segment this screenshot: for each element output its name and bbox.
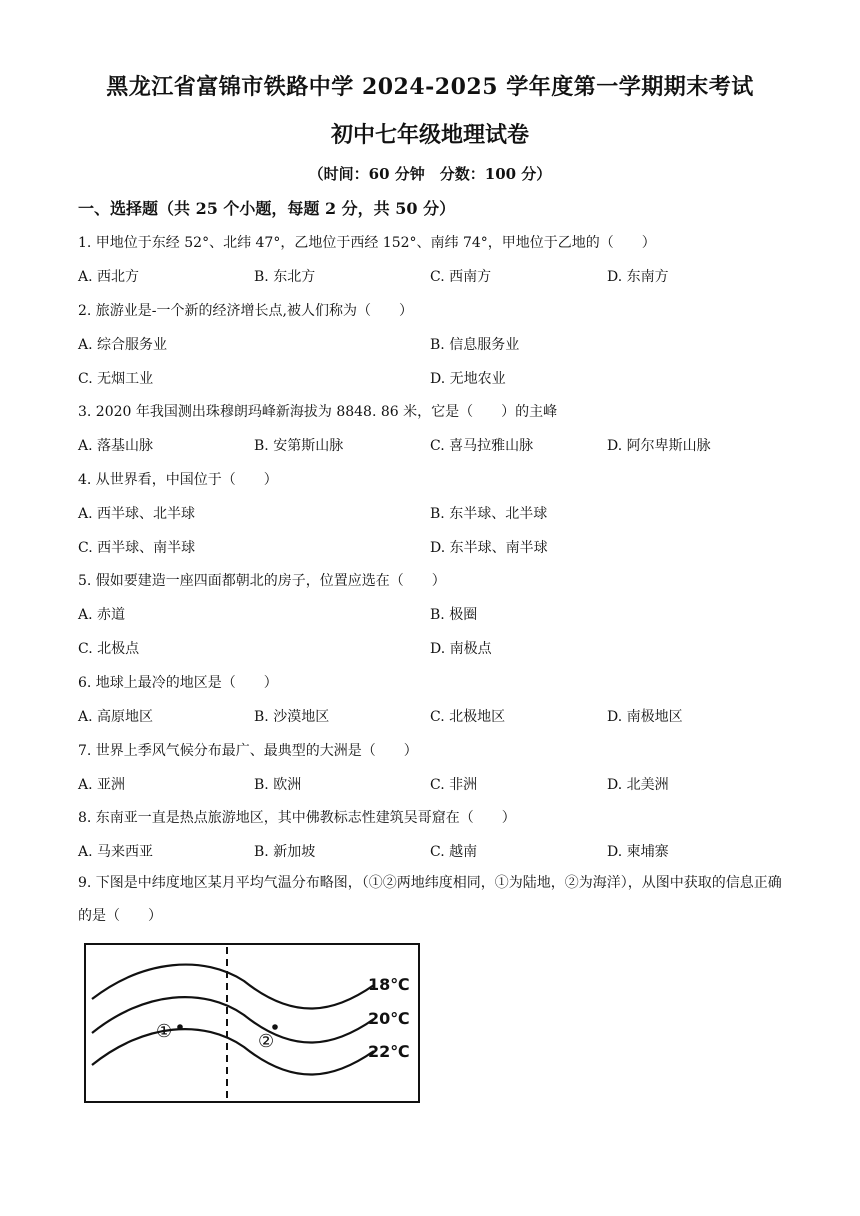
option-5d: D. 南极点 <box>430 641 492 657</box>
option-6b: B. 沙漠地区 <box>254 709 330 725</box>
option-8a: A. 马来西亚 <box>78 844 154 860</box>
point-2-label: ② <box>258 1031 275 1052</box>
option-3d: D. 阿尔卑斯山脉 <box>607 438 711 454</box>
option-1d: D. 东南方 <box>607 269 669 285</box>
option-7d: D. 北美洲 <box>607 777 669 793</box>
option-4c: C. 西半球、南半球 <box>78 540 196 556</box>
question-3: 3. 2020 年我国测出珠穆朗玛峰新海拔为 8848. 86 米，它是（ ）的主峰 <box>78 404 558 420</box>
option-6a: A. 高原地区 <box>78 709 154 725</box>
exam-time-score: （时间：60 分钟 分数：100 分） <box>308 165 552 183</box>
option-3c: C. 喜马拉雅山脉 <box>430 438 534 454</box>
option-4d: D. 东半球、南半球 <box>430 540 548 556</box>
question-8: 8. 东南亚一直是热点旅游地区，其中佛教标志性建筑吴哥窟在（ ） <box>78 810 516 826</box>
option-3b: B. 安第斯山脉 <box>254 438 344 454</box>
option-4a: A. 西半球、北半球 <box>78 506 196 522</box>
question-7: 7. 世界上季风气候分布最广、最典型的大洲是（ ） <box>78 743 418 759</box>
option-8c: C. 越南 <box>430 844 478 860</box>
point-2-dot <box>272 1024 278 1030</box>
option-7c: C. 非洲 <box>430 777 478 793</box>
option-8b: B. 新加坡 <box>254 844 316 860</box>
option-2d: D. 无地农业 <box>430 371 506 387</box>
label-20c: 20℃ <box>368 1009 410 1028</box>
isotherm-figure <box>84 943 420 1103</box>
question-4: 4. 从世界看，中国位于（ ） <box>78 472 278 488</box>
option-1c: C. 西南方 <box>430 269 492 285</box>
question-2: 2. 旅游业是-一个新的经济增长点,被人们称为（ ） <box>78 303 413 319</box>
option-8d: D. 柬埔寨 <box>607 844 669 860</box>
option-2b: B. 信息服务业 <box>430 337 520 353</box>
label-18c: 18℃ <box>368 975 410 994</box>
option-7a: A. 亚洲 <box>78 777 126 793</box>
option-2c: C. 无烟工业 <box>78 371 154 387</box>
exam-subtitle: 初中七年级地理试卷 <box>330 122 529 148</box>
option-6c: C. 北极地区 <box>430 709 506 725</box>
point-1-dot <box>177 1024 183 1030</box>
option-2a: A. 综合服务业 <box>78 337 168 353</box>
section-heading: 一、选择题（共 25 个小题，每题 2 分，共 50 分） <box>78 199 456 218</box>
question-9: 9. 下图是中纬度地区某月平均气温分布略图，（①②两地纬度相同，①为陆地，②为海洋），从图中获取的信息正确的是（ ） <box>78 875 782 924</box>
point-1-label: ① <box>156 1021 173 1042</box>
option-1b: B. 东北方 <box>254 269 316 285</box>
label-22c: 22℃ <box>368 1042 410 1061</box>
option-5b: B. 极圈 <box>430 607 478 623</box>
option-6d: D. 南极地区 <box>607 709 683 725</box>
option-4b: B. 东半球、北半球 <box>430 506 548 522</box>
option-7b: B. 欧洲 <box>254 777 302 793</box>
option-5a: A. 赤道 <box>78 607 126 623</box>
question-5: 5. 假如要建造一座四面都朝北的房子，位置应选在（ ） <box>78 573 446 589</box>
question-6: 6. 地球上最冷的地区是（ ） <box>78 675 278 691</box>
option-3a: A. 落基山脉 <box>78 438 154 454</box>
question-1: 1. 甲地位于东经 52°、北纬 47°，乙地位于西经 152°、南纬 74°，甲地位于乙地的（ ） <box>78 235 656 251</box>
option-5c: C. 北极点 <box>78 641 140 657</box>
isotherm-map <box>84 943 420 1103</box>
option-1a: A. 西北方 <box>78 269 140 285</box>
exam-title: 黑龙江省富锦市铁路中学 2024-2025 学年度第一学期期末考试 <box>106 74 754 100</box>
